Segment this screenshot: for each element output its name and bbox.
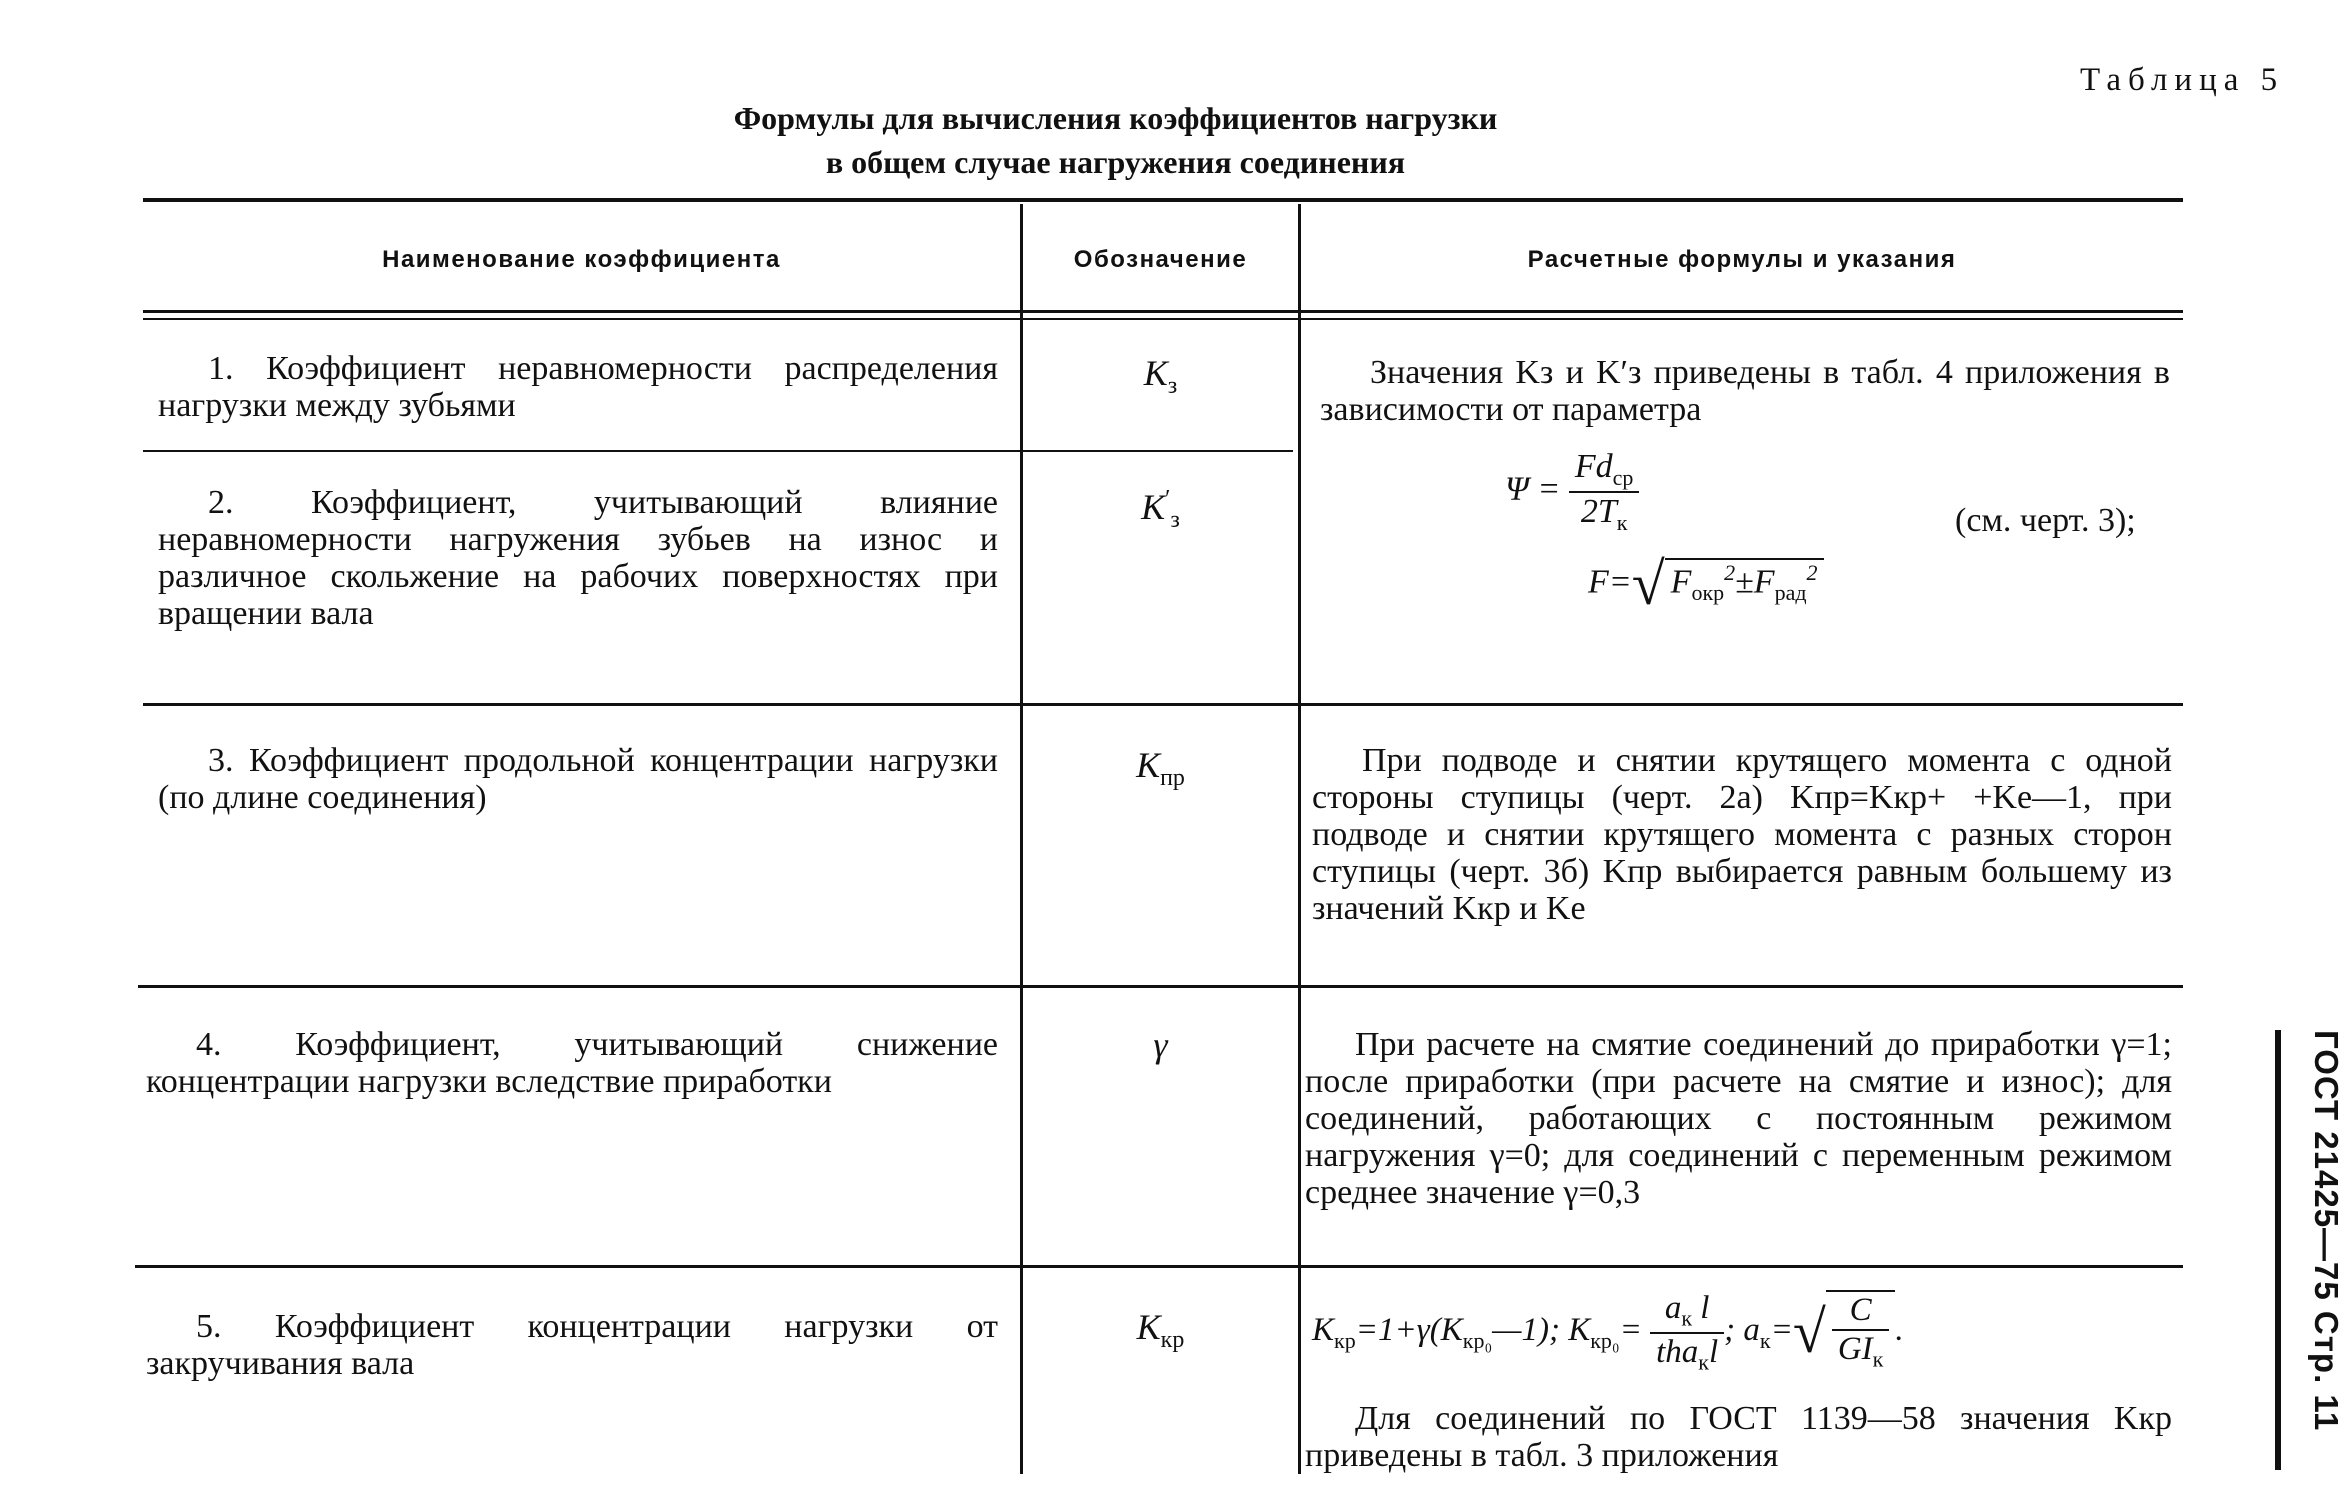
psi-formula: Ψ = $\frac{Fd_{ср}}{2T_к}$ bbox=[1505, 448, 1639, 536]
page-side-label: ГОСТ 21425—75 Стр. 11 bbox=[2275, 1030, 2345, 1470]
header-bottom-rule-1 bbox=[143, 310, 2183, 313]
header-name: Наименование коэффициента bbox=[382, 246, 781, 273]
row-2-separator bbox=[143, 703, 2183, 706]
header-symbol: Обозначение bbox=[1073, 246, 1248, 273]
table-title-line-2: в общем случае нагружения соединения bbox=[825, 144, 1406, 180]
row-1-2-text: Значения Kз и K′з приведены в табл. 4 приложения в зависимости от параметра bbox=[1320, 354, 2170, 428]
header-bottom-rule-2 bbox=[143, 318, 2183, 320]
row-4-separator bbox=[135, 1265, 2183, 1268]
row-3-separator bbox=[138, 985, 2183, 988]
row-3-text: При подводе и снятии крутящего момента с одной стороны ступицы (черт. 2а) Kпр=Kкр+ +Kе—1, при подводе и снятии крутящего момента с разных сторон ступицы (черт. 3б) Kпр выбирается равным большему из значений Kкр и Kе bbox=[1312, 742, 2172, 927]
table-top-rule bbox=[143, 198, 2183, 202]
column-divider-2 bbox=[1298, 204, 1301, 1474]
row-2-name: 2. Коэффициент, учитывающий влияние неравномерности нагружения зубьев на износ и различное скольжение на рабочих поверхностях при вращении вала bbox=[158, 484, 998, 632]
row-4-symbol: γ bbox=[1153, 1025, 1168, 1065]
row-4-text: При расчете на смятие соединений до приработки γ=1; после приработки (при расчете на смятие и износ); для соединений, работающих с постоянным режимом нагружения γ=0; для соединений с переменным режимом среднее значение γ=0,3 bbox=[1305, 1026, 2172, 1211]
row-3-symbol: $K_{пр}$ bbox=[1136, 745, 1185, 792]
row-5-text: Для соединений по ГОСТ 1139—58 значения Kкр приведены в табл. 3 приложения bbox=[1305, 1400, 2172, 1474]
torsion-formula: $K_{кр}=1+\gamma(K_{кр_0}—1)$; $K_{кр_0}=$ $\frac{a_к l}{tha_кl}$ ; $a_к=√$ $\frac{C}{GI_к}$ . bbox=[1312, 1290, 1904, 1375]
table-title-line-1: Формулы для вычисления коэффициентов нагрузки bbox=[733, 100, 1498, 136]
row-1-separator bbox=[143, 450, 1293, 452]
header-formulas: Расчетные формулы и указания bbox=[1527, 246, 1957, 273]
table-number-label: Таблица 5 bbox=[2080, 62, 2285, 98]
row-5-symbol: $K_{кр}$ bbox=[1136, 1307, 1185, 1354]
row-1-name: 1. Коэффициент неравномерности распределения нагрузки между зубьями bbox=[158, 350, 998, 424]
force-formula: F=√ $F_{окр}^2\pm F_{рад}^2$ bbox=[1588, 550, 1824, 619]
row-1-symbol: $K_з$ bbox=[1143, 353, 1178, 400]
row-5-name: 5. Коэффициент концентрации нагрузки от закручивания вала bbox=[146, 1308, 998, 1382]
row-4-name: 4. Коэффициент, учитывающий снижение концентрации нагрузки вследствие приработки bbox=[146, 1026, 998, 1100]
chart-reference: (см. черт. 3); bbox=[1955, 502, 2136, 539]
row-2-symbol: $K'_з$ bbox=[1141, 486, 1180, 534]
row-3-name: 3. Коэффициент продольной концентрации нагрузки (по длине соединения) bbox=[158, 742, 998, 816]
